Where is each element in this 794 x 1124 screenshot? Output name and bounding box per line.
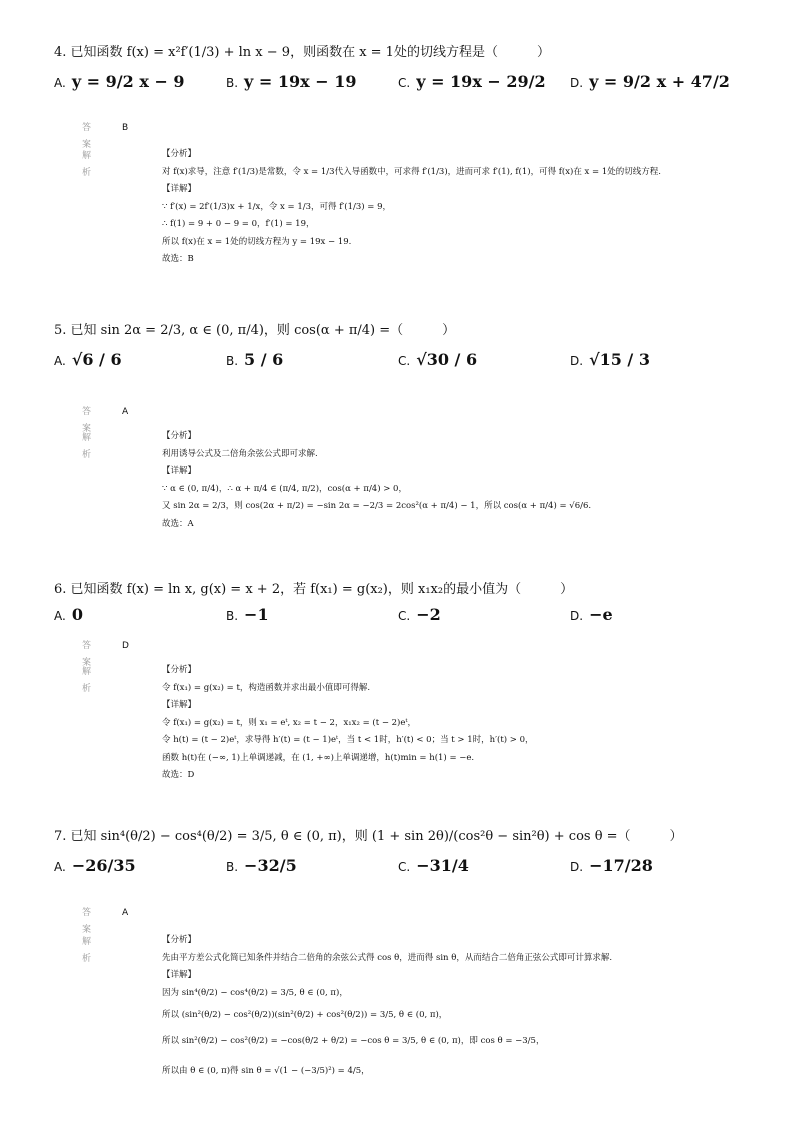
option-text: −e — [589, 605, 613, 624]
question-stem: 5. 已知 sin 2α = 2/3, α ∈ (0, π/4)，则 cos(α + π/4) =（ ） — [54, 323, 456, 338]
analysis-tag: 解析 — [82, 667, 95, 694]
option-text: y = 9/2 x − 9 — [71, 72, 185, 91]
analysis-line: 所以 (sin²(θ/2) − cos²(θ/2))(sin²(θ/2) + cos²(θ/2)) = 3/5, θ ∈ (0, π)， — [162, 1009, 448, 1020]
analysis-line: 因为 sin⁴(θ/2) − cos⁴(θ/2) = 3/5, θ ∈ (0, π)， — [162, 987, 348, 998]
answer-tag: 答案 — [82, 407, 95, 434]
analysis-line: ∵ f′(x) = 2f′(1/3)x + 1/x，令 x = 1/3，可得 f′(1/3) = 9， — [162, 201, 392, 212]
analysis-line: 利用诱导公式及二倍角余弦公式即可求解. — [162, 448, 318, 459]
options — [54, 603, 754, 635]
analysis-line: 【分析】 — [162, 935, 197, 945]
option-b: B. −32/5 — [226, 856, 297, 875]
option-c: C. −31/4 — [398, 856, 469, 875]
option-d: D. −e — [570, 605, 613, 624]
option-text: −17/28 — [589, 856, 653, 875]
option-text: √15 / 3 — [589, 350, 650, 369]
analysis-line: ∵ α ∈ (0, π/4)，∴ α + π/4 ∈ (π/4, π/2)，cos(α + π/4) > 0， — [162, 483, 407, 494]
analysis-line: 故选：A — [162, 518, 194, 529]
question-stem: 7. 已知 sin⁴(θ/2) − cos⁴(θ/2) = 3/5, θ ∈ (0, π)，则 (1 + sin 2θ)/(cos²θ − sin²θ) + cos θ =（ ） — [54, 829, 683, 844]
analysis-line: 【详解】 — [162, 970, 197, 980]
analysis-tag: 解析 — [82, 433, 95, 460]
answer-value: B — [122, 123, 129, 133]
option-a: A. y = 9/2 x − 9 — [54, 72, 185, 91]
analysis-block — [108, 146, 661, 269]
question-6 — [54, 577, 754, 635]
option-b: B. −1 — [226, 605, 269, 624]
analysis-line: 所以由 θ ∈ (0, π)得 sin θ = √(1 − (−3/5)²) = 4/5， — [162, 1065, 370, 1076]
analysis-line: 函数 h(t)在 (−∞, 1)上单调递减，在 (1, +∞)上单调递增，h(t)min = h(1) = −e. — [162, 752, 475, 763]
option-a: A. √6 / 6 — [54, 350, 122, 369]
option-c: C. y = 19x − 29/2 — [398, 72, 546, 91]
option-text: √6 / 6 — [71, 350, 122, 369]
question-stem: 4. 已知函数 f(x) = x²f′(1/3) + ln x − 9，则函数在 x = 1处的切线方程是（ ） — [54, 45, 550, 60]
option-text: 5 / 6 — [244, 350, 284, 369]
analysis-line: 【分析】 — [162, 431, 197, 441]
analysis-line: 令 f(x₁) = g(x₂) = t，则 x₁ = eᵗ, x₂ = t − 2，x₁x₂ = (t − 2)eᵗ， — [162, 717, 416, 728]
option-d: D. y = 9/2 x + 47/2 — [570, 72, 730, 91]
option-d: D. √15 / 3 — [570, 350, 650, 369]
analysis-tag: 解析 — [82, 151, 95, 178]
option-text: y = 9/2 x + 47/2 — [589, 72, 730, 91]
question-stem: 6. 已知函数 f(x) = ln x, g(x) = x + 2，若 f(x₁) = g(x₂)，则 x₁x₂的最小值为（ ） — [54, 582, 574, 597]
answer-value: A — [122, 407, 129, 417]
question-7 — [54, 824, 754, 894]
option-b: B. y = 19x − 19 — [226, 72, 357, 91]
option-text: −32/5 — [244, 856, 297, 875]
analysis-line: ∴ f(1) = 9 + 0 − 9 = 0，f′(1) = 19， — [162, 219, 315, 229]
option-text: −26/35 — [71, 856, 136, 875]
option-c: C. −2 — [398, 605, 441, 624]
options — [54, 66, 754, 110]
analysis-line: 令 h(t) = (t − 2)eᵗ，求导得 h′(t) = (t − 1)eᵗ，当 t < 1时，h′(t) < 0；当 t > 1时，h′(t) > 0， — [162, 735, 534, 745]
answer-tag: 答案 — [82, 908, 95, 935]
analysis-line: 所以 f(x)在 x = 1处的切线方程为 y = 19x − 19. — [162, 236, 352, 247]
answer-value: D — [122, 641, 129, 651]
analysis-line: 故选：D — [162, 770, 195, 780]
answer-tag: 答案 — [82, 641, 95, 668]
option-d: D. −17/28 — [570, 856, 653, 875]
analysis-line: 【分析】 — [162, 149, 197, 159]
analysis-block — [108, 662, 534, 785]
analysis-line: 对 f(x)求导，注意 f′(1/3)是常数，令 x = 1/3代入导函数中，可求得 f′(1/3)，进而可求 f′(1), f(1)，可得 f(x)在 x = 1处的切线方程. — [162, 166, 661, 177]
answer-tag: 答案 — [82, 123, 95, 150]
option-a: A. 0 — [54, 605, 83, 624]
analysis-line: 所以 sin²(θ/2) − cos²(θ/2) = −cos(θ/2 + θ/2) = −cos θ = 3/5, θ ∈ (0, π)，即 cos θ = −3/5， — [162, 1035, 545, 1046]
question-5 — [54, 318, 754, 388]
option-text: √30 / 6 — [416, 350, 478, 369]
analysis-line: 【详解】 — [162, 466, 197, 476]
analysis-block — [108, 428, 591, 533]
analysis-block — [108, 932, 612, 1093]
analysis-line: 令 f(x₁) = g(x₂) = t，构造函数并求出最小值即可得解. — [162, 682, 371, 693]
analysis-line: 先由平方差公式化简已知条件并结合二倍角的余弦公式得 cos θ，进而得 sin θ，从而结合二倍角正弦公式即可计算求解. — [162, 952, 613, 963]
question-4 — [54, 40, 754, 110]
option-a: A. −26/35 — [54, 856, 136, 875]
analysis-line: 【详解】 — [162, 700, 197, 710]
option-text: y = 19x − 29/2 — [416, 72, 546, 91]
analysis-line: 故选：B — [162, 254, 194, 264]
analysis-tag: 解析 — [82, 937, 95, 964]
answer-value: A — [122, 908, 129, 918]
options — [54, 344, 754, 388]
analysis-line: 【分析】 — [162, 665, 197, 675]
analysis-line: 又 sin 2α = 2/3，则 cos(2α + π/2) = −sin 2α = −2/3 = 2cos²(α + π/4) − 1，所以 cos(α + π/4) = √6/6. — [162, 501, 592, 511]
option-b: B. 5 / 6 — [226, 350, 284, 369]
option-text: −1 — [244, 605, 269, 624]
analysis-line: 【详解】 — [162, 184, 197, 194]
options — [54, 850, 754, 894]
option-text: 0 — [71, 605, 83, 624]
option-text: −31/4 — [416, 856, 469, 875]
option-text: y = 19x − 19 — [244, 72, 357, 91]
option-text: −2 — [416, 605, 441, 624]
option-c: C. √30 / 6 — [398, 350, 478, 369]
